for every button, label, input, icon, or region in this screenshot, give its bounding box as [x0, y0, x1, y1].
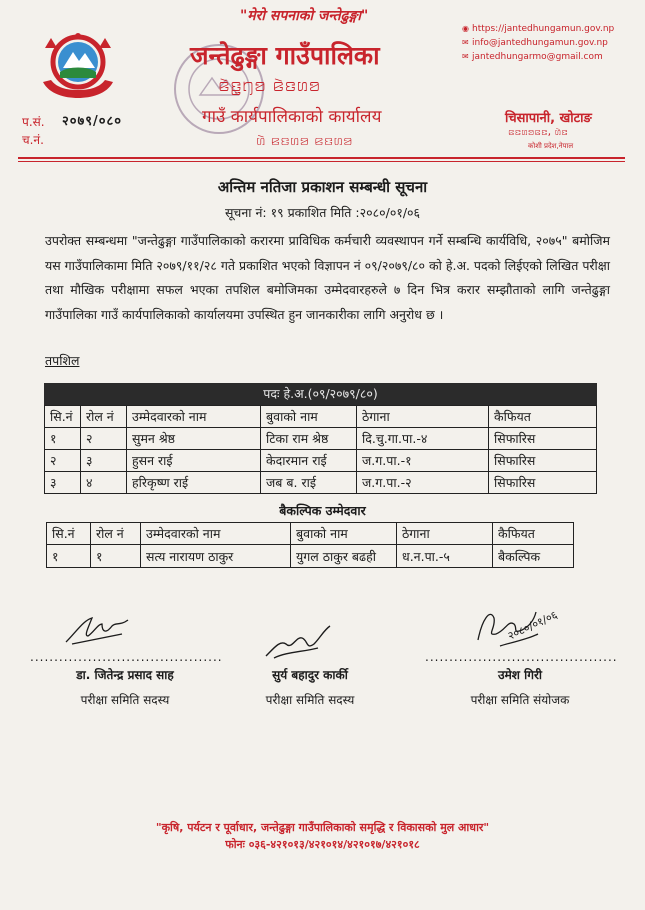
contact-block: [462, 22, 614, 64]
email-link-2[interactable]: jantedhungarmo@gmail.com: [472, 52, 603, 62]
signature-block-1: [30, 650, 223, 708]
globe-icon: ◉: [462, 24, 469, 33]
cell: १: [91, 545, 141, 568]
ps-value: २०७९/०८०: [62, 114, 123, 129]
selected-candidates-table: [44, 405, 597, 494]
header-cell: बुवाको नाम: [261, 406, 357, 428]
location-line-2: ꤕꤢꤛꤤꤕꤢ, ꤛꤧꤢ: [508, 125, 568, 138]
header-cell: बुवाको नाम: [291, 523, 397, 545]
tapasil-heading: तपशिल: [45, 353, 80, 368]
header-cell: रोल नं: [91, 523, 141, 545]
table-row: [45, 428, 597, 450]
office-name-script: ꤕꤧꤢ꤭ꤚꤤ ꤕꤧꤢꤛꤤ: [218, 72, 321, 96]
mail-icon: ✉: [462, 38, 469, 47]
cell: सिफारिस: [489, 472, 597, 494]
signature-block-2: [225, 664, 395, 708]
cell: बैकल्पिक: [493, 545, 574, 568]
office-title: गाउँ कार्यपालिकाको कार्यालय: [202, 107, 382, 127]
signer-name: सुर्य बहादुर कार्की: [272, 668, 348, 682]
signer-name: उमेश गिरी: [498, 668, 542, 682]
table-header-row: [47, 523, 574, 545]
cell: ज.ग.पा.-२: [357, 472, 489, 494]
notice-paragraph: उपरोक्त सम्बन्धमा "जन्तेढुङ्गा गाउँपालिकाको करारमा प्राविधिक कर्मचारी व्यवस्थापन गर्ने सम्बन्धि कार्यविधि, २०७५" बमोजिम यस गाउँपालिकामा मिति २०७९/११/२८ गते प्रकाशित भएको विज्ञापन नं ०९/२०७९/८० को हे.अ. पदको लिईएको लिखित परीक्षा तथा मौखिक परीक्षामा सफल भएका तपशिल बमोजिमका उम्मेदवारहरुले ७ दिन भित्र करार सम्झौताको लागि जन्तेढुङ्गा गाउँपालिका गाउँ कार्यपालिकाको कार्यालयमा उपस्थित हुन जानकारीका लागि अनुरोध छ ।: [45, 233, 610, 322]
signature-block-3: [425, 650, 618, 708]
header-cell: सि.नं: [45, 406, 81, 428]
post-header-bar: पदः हे.अ.(०९/२०७९/८०): [44, 383, 597, 405]
notice-number: सूचना नं: १९ प्रकाशित मिति :२०८०/०१/०६: [224, 205, 421, 220]
signature-date: २०८०/०१/०६: [505, 608, 560, 643]
cell: ३: [45, 472, 81, 494]
ps-label: प.सं.: [22, 115, 45, 129]
header-divider-thin: [18, 161, 625, 162]
slogan: "मेरो सपनाको जन्तेढुङ्गा": [240, 8, 369, 24]
cell: हुसन राई: [127, 450, 261, 472]
header-cell: ठेगाना: [397, 523, 493, 545]
signature-line: ........................................: [425, 650, 618, 664]
cell: सिफारिस: [489, 428, 597, 450]
header-cell: उम्मेदवारको नाम: [141, 523, 291, 545]
cell: ज.ग.पा.-१: [357, 450, 489, 472]
office-title-script: ꤛꤧ ꤕꤢꤛꤤ ꤕꤢꤛꤤ: [256, 130, 353, 149]
cell: दि.चु.गा.पा.-४: [357, 428, 489, 450]
cell: हरिकृष्ण राई: [127, 472, 261, 494]
footer-motto: "कृषि, पर्यटन र पूर्वाधार, जन्तेढुङ्गा गाउँपालिकाको समृद्धि र विकासको मुल आधार": [155, 821, 490, 834]
cell: युगल ठाकुर बढही: [291, 545, 397, 568]
cell: ध.न.पा.-५: [397, 545, 493, 568]
cell: २: [81, 428, 127, 450]
header-cell: कैफियत: [493, 523, 574, 545]
header-cell: उम्मेदवारको नाम: [127, 406, 261, 428]
cell: १: [45, 428, 81, 450]
cell: ४: [81, 472, 127, 494]
signature-1-scribble: [62, 612, 132, 646]
signature-line: ........................................: [30, 650, 223, 664]
header-cell: रोल नं: [81, 406, 127, 428]
header-cell: ठेगाना: [357, 406, 489, 428]
table-row: [47, 545, 574, 568]
office-name: जन्तेढुङ्गा गाउँपालिका: [190, 41, 380, 70]
header-cell: सि.नं: [47, 523, 91, 545]
signer-role: परीक्षा समिति संयोजक: [470, 693, 570, 707]
backup-title: बैकल्पिक उम्मेदवार: [279, 503, 366, 518]
cell: १: [47, 545, 91, 568]
signer-name: डा. जितेन्द्र प्रसाद साह: [76, 668, 174, 682]
notice-title: अन्तिम नतिजा प्रकाशन सम्बन्धी सूचना: [217, 178, 428, 196]
cell: केदारमान राई: [261, 450, 357, 472]
cell: जब ब. राई: [261, 472, 357, 494]
location-line-3: कोशी प्रदेश,नेपाल: [528, 142, 574, 150]
header-divider: [18, 157, 625, 159]
header-cell: कैफियत: [489, 406, 597, 428]
cn-label: च.नं.: [22, 133, 44, 147]
table-row: [45, 450, 597, 472]
table-header-row: [45, 406, 597, 428]
mail-icon: ✉: [462, 52, 469, 61]
cell: सत्य नारायण ठाकुर: [141, 545, 291, 568]
cell: सिफारिस: [489, 450, 597, 472]
table-row: [45, 472, 597, 494]
backup-candidates-table: [46, 522, 574, 568]
signer-role: परीक्षा समिति सदस्य: [80, 693, 170, 707]
email-link[interactable]: info@jantedhungamun.gov.np: [472, 38, 608, 48]
cell: २: [45, 450, 81, 472]
location-line-1: चिसापानी, खोटाङ: [505, 111, 592, 126]
signature-2-scribble: [262, 622, 332, 662]
cell: टिका राम श्रेष्ठ: [261, 428, 357, 450]
footer-phone: फोनः ०३६-४२१०१३/४२१०१४/४२१०१७/४२१०१८: [225, 838, 420, 851]
cell: सुमन श्रेष्ठ: [127, 428, 261, 450]
cell: ३: [81, 450, 127, 472]
website-link[interactable]: https://jantedhungamun.gov.np: [472, 24, 615, 34]
signer-role: परीक्षा समिति सदस्य: [265, 693, 355, 707]
nepal-emblem-logo: [35, 28, 121, 100]
